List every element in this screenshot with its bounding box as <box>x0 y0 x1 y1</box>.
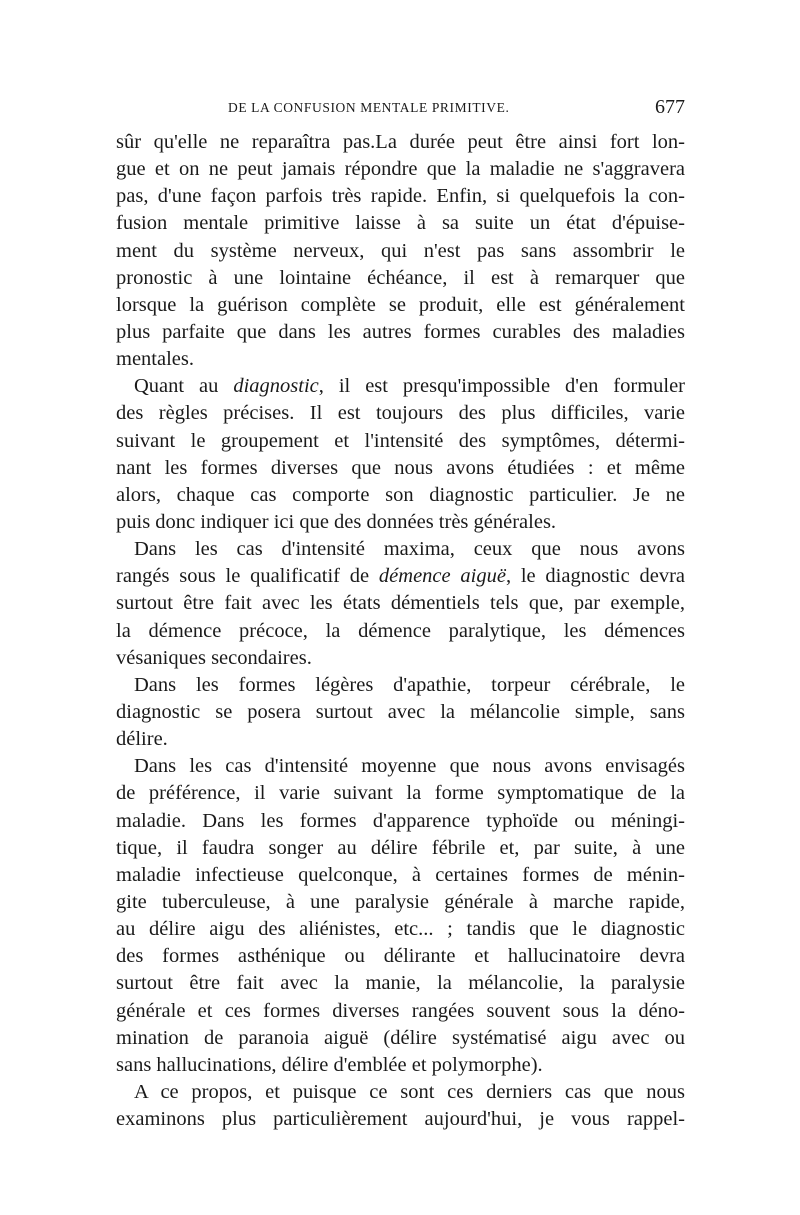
text-line: maladie infectieuse quelconque, à certaines formes de ménin- <box>116 863 685 886</box>
text-line: au délire aigu des aliénistes, etc... ; tandis que le diagnostic <box>116 918 685 941</box>
text-line: mentales. <box>116 348 194 371</box>
running-head-title: DE LA CONFUSION MENTALE PRIMITIVE. <box>228 100 510 115</box>
text-line: puis donc indiquer ici que des données très générales. <box>116 510 557 533</box>
italic-term: démence aiguë <box>378 565 506 588</box>
text-line: diagnostic se posera surtout avec la mélancolie simple, sans <box>116 700 685 723</box>
text-line: ment du système nerveux, qui n'est pas sans assombrir le <box>116 239 685 262</box>
text-line: A ce propos, et puisque ce sont ces derniers cas que nous <box>134 1080 685 1103</box>
text-line: des formes asthénique ou délirante et hallucinatoire devra <box>116 945 685 968</box>
text-line: pas, d'une façon parfois très rapide. Enfin, si quelquefois la con- <box>116 185 685 208</box>
text-run: Quant au <box>134 375 234 398</box>
text-run: , il est presqu'impossible d'en formuler <box>318 375 686 398</box>
text-line: vésaniques secondaires. <box>116 646 312 669</box>
text-line: mination de paranoia aiguë (délire systématisé aigu avec ou <box>116 1026 685 1049</box>
text-line: lorsque la guérison complète se produit, elle est généralement <box>116 293 685 316</box>
page-number: 677 <box>655 96 685 118</box>
text-line: surtout être fait avec la manie, la mélancolie, la paralysie <box>116 972 685 995</box>
text-line: des règles précises. Il est toujours des plus difficiles, varie <box>116 402 685 425</box>
italic-term: diagnostic <box>233 375 319 398</box>
text-line: sûr qu'elle ne reparaîtra pas.La durée peut être ainsi fort lon- <box>116 131 685 153</box>
text-line: générale et ces formes diverses rangées souvent sous la déno- <box>116 999 685 1022</box>
text-line: alors, chaque cas comporte son diagnostic particulier. Je ne <box>116 483 685 506</box>
text-line: la démence précoce, la démence paralytique, les démences <box>116 619 685 642</box>
text-line: pronostic à une lointaine échéance, il est à remarquer que <box>116 266 685 289</box>
text-run: rangés sous le qualificatif de <box>116 565 379 588</box>
text-line: gue et on ne peut jamais répondre que la maladie ne s'aggravera <box>116 158 685 181</box>
text-line: suivant le groupement et l'intensité des symptômes, détermi- <box>116 429 685 452</box>
text-line <box>116 373 685 400</box>
running-head <box>116 96 685 124</box>
text-line: Dans les cas d'intensité moyenne que nous avons envisagés <box>134 755 685 778</box>
text-line: sans hallucinations, délire d'emblée et polymorphe). <box>116 1053 543 1076</box>
text-line: de préférence, il varie suivant la forme symptomatique de la <box>116 782 685 805</box>
body-text <box>116 129 685 1133</box>
text-line: nant les formes diverses que nous avons étudiées : et même <box>116 456 685 479</box>
text-line: surtout être fait avec les états démentiels tels que, par exemple, <box>116 592 685 615</box>
text-line: maladie. Dans les formes d'apparence typhoïde ou méningi- <box>116 809 685 832</box>
text-line: Dans les formes légères d'apathie, torpeur cérébrale, le <box>134 673 685 696</box>
text-line: plus parfaite que dans les autres formes curables des maladies <box>116 320 685 343</box>
text-line: examinons plus particulièrement aujourd'hui, je vous rappel- <box>116 1108 685 1131</box>
text-line: gite tuberculeuse, à une paralysie générale à marche rapide, <box>116 890 685 913</box>
text-line <box>116 563 685 590</box>
text-line: tique, il faudra songer au délire fébrile et, par suite, à une <box>116 836 685 859</box>
text-run: , le diagnostic devra <box>505 565 685 588</box>
text-line: fusion mentale primitive laisse à sa suite un état d'épuise- <box>116 212 685 235</box>
text-line: délire. <box>116 728 168 751</box>
text-line: Dans les cas d'intensité maxima, ceux que nous avons <box>134 538 685 561</box>
